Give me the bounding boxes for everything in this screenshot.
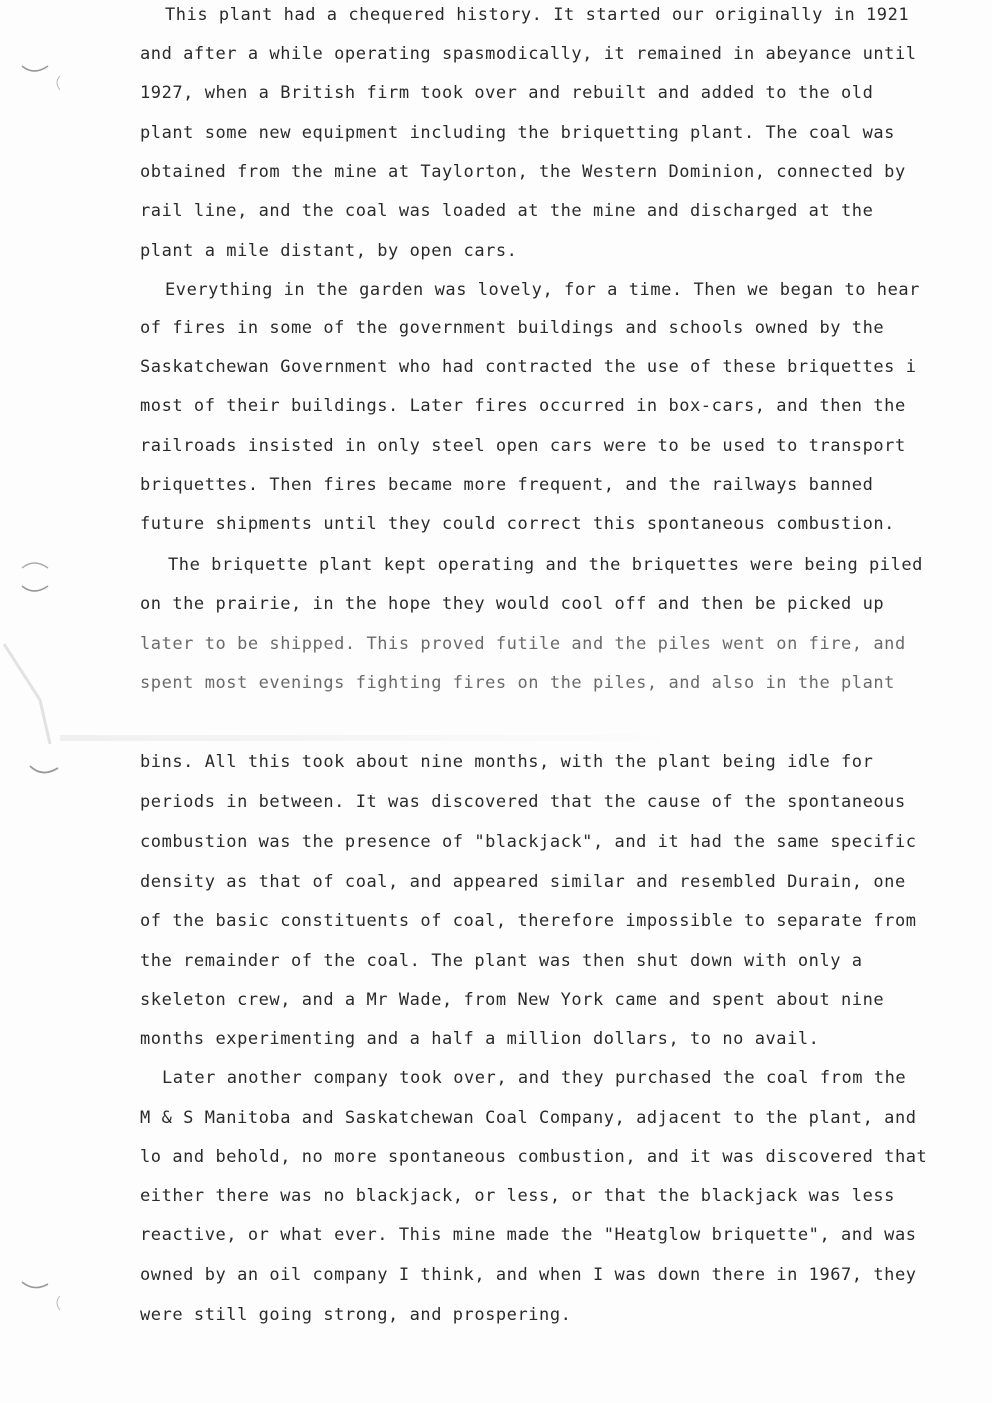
text-line: of fires in some of the government buildings and schools owned by the bbox=[140, 318, 885, 338]
text-line: periods in between. It was discovered that the cause of the spontaneous bbox=[140, 792, 906, 812]
text-line: spent most evenings fighting fires on the piles, and also in the plant bbox=[140, 673, 895, 693]
text-line: lo and behold, no more spontaneous combustion, and it was discovered that bbox=[140, 1147, 928, 1167]
text-line: 1927, when a British firm took over and rebuilt and added to the old bbox=[140, 83, 874, 103]
text-line: skeleton crew, and a Mr Wade, from New York came and spent about nine bbox=[140, 990, 885, 1010]
text-line: plant a mile distant, by open cars. bbox=[140, 241, 518, 261]
text-line: most of their buildings. Later fires occurred in box-cars, and then the bbox=[140, 396, 906, 416]
text-line: either there was no blackjack, or less, or that the blackjack was less bbox=[140, 1186, 895, 1206]
text-line: of the basic constituents of coal, therefore impossible to separate from bbox=[140, 911, 917, 931]
text-line: owned by an oil company I think, and when I was down there in 1967, they bbox=[140, 1265, 917, 1285]
text-line: railroads insisted in only steel open cars were to be used to transport bbox=[140, 436, 906, 456]
text-line: months experimenting and a half a million dollars, to no avail. bbox=[140, 1029, 820, 1049]
text-line: and after a while operating spasmodically, it remained in abeyance until bbox=[140, 44, 917, 64]
text-line: rail line, and the coal was loaded at the mine and discharged at the bbox=[140, 201, 874, 221]
text-line: combustion was the presence of "blackjack", and it had the same specific bbox=[140, 832, 917, 852]
text-line: reactive, or what ever. This mine made the "Heatglow briquette", and was bbox=[140, 1225, 917, 1245]
punch-hole-mark bbox=[18, 1270, 60, 1310]
punch-hole-mark bbox=[18, 560, 60, 600]
page-fold-shadow bbox=[60, 735, 660, 741]
text-line: future shipments until they could correct this spontaneous combustion. bbox=[140, 514, 895, 534]
page-crease-mark bbox=[0, 640, 70, 750]
text-line: obtained from the mine at Taylorton, the Western Dominion, connected by bbox=[140, 162, 906, 182]
text-line: on the prairie, in the hope they would cool off and then be picked up bbox=[140, 594, 885, 614]
text-line: plant some new equipment including the briquetting plant. The coal was bbox=[140, 123, 895, 143]
text-line: Everything in the garden was lovely, for a time. Then we began to hear bbox=[165, 280, 920, 300]
text-line: The briquette plant kept operating and the briquettes were being piled bbox=[168, 555, 923, 575]
text-line: Saskatchewan Government who had contracted the use of these briquettes i bbox=[140, 357, 917, 377]
text-line: briquettes. Then fires became more frequent, and the railways banned bbox=[140, 475, 874, 495]
text-line: density as that of coal, and appeared similar and resembled Durain, one bbox=[140, 872, 906, 892]
text-line: M & S Manitoba and Saskatchewan Coal Company, adjacent to the plant, and bbox=[140, 1108, 917, 1128]
text-line: This plant had a chequered history. It started our originally in 1921 bbox=[165, 5, 910, 25]
text-line: bins. All this took about nine months, with the plant being idle for bbox=[140, 752, 874, 772]
text-line: the remainder of the coal. The plant was then shut down with only a bbox=[140, 951, 863, 971]
punch-hole-mark bbox=[18, 752, 60, 792]
text-line: were still going strong, and prospering. bbox=[140, 1305, 572, 1325]
text-line: Later another company took over, and they purchased the coal from the bbox=[162, 1068, 907, 1088]
text-line: later to be shipped. This proved futile and the piles went on fire, and bbox=[140, 634, 906, 654]
punch-hole-mark bbox=[18, 52, 60, 92]
